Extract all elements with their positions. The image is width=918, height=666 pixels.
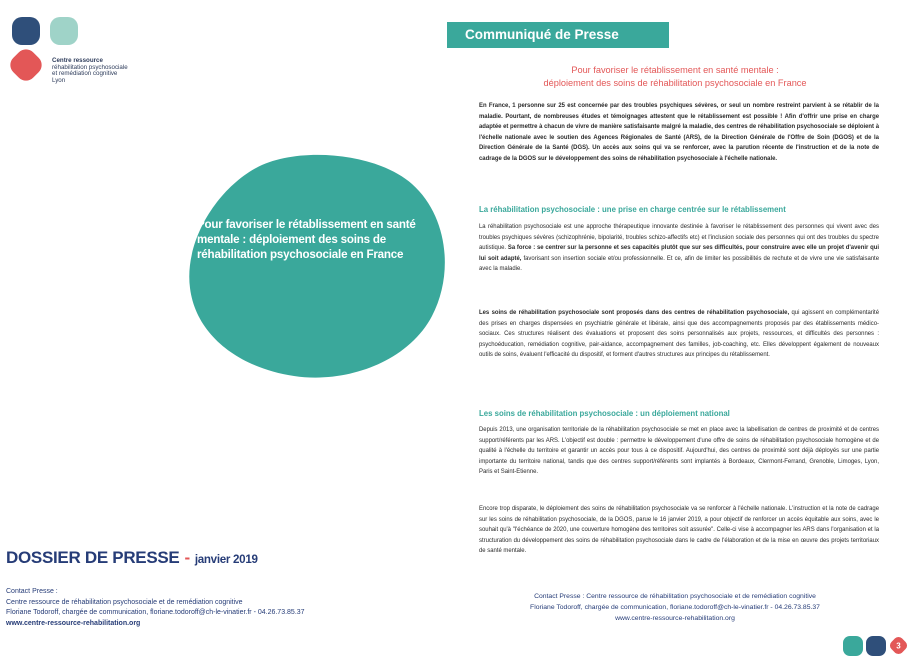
press-headline-line-1: Pour favoriser le rétablissement en santé mentale : — [571, 65, 779, 75]
section-1-heading: La réhabilitation psychosociale : une prise en charge centrée sur le rétablissement — [479, 205, 786, 214]
section-2-heading: Les soins de réhabilitation psychosociale : un déploiement national — [479, 409, 730, 418]
logo-square-light — [50, 17, 78, 45]
section-2-paragraph-1: Depuis 2013, une organisation territoriale de la réhabilitation psychosociale se met en place avec la labellisation de centres de proximité et de centres support/référents par les ARS. L'objectif est double : permettre le développement d'une offre de soins de réhabilitation psychosociale homogène et de qualité à l'échelle du territoire et garantir un accès pour tous à ce dispositif. Aujourd'hui, des centres de proximité sont déjà déployés sur une partie importante du territoire national, tandis que des centres support/référents sont implantés à Bordeaux, Clermont-Ferrand, Grenoble, Limoges, Lyon, Paris et Saint-Etienne. — [479, 427, 879, 476]
left-contact-line-1: Contact Presse : — [6, 588, 58, 595]
section-1-p2-part-a: Les soins de réhabilitation psychosociale sont proposés dans des centres de réhabilitation psychosociale, — [479, 310, 790, 316]
right-contact-block — [470, 592, 880, 624]
logo-text — [52, 58, 128, 84]
press-headline — [470, 64, 880, 90]
intro-paragraph: En France, 1 personne sur 25 est concernée par des troubles psychiques sévères, or seul un nombre restreint parvient à se rétablir de la maladie. Pourtant, de nombreuses études et témoignages attestent que le rétablissement est possible ! Afin d'offrir une prise en charge adaptée et permettre à chacun de vivre de manière satisfaisante malgré la maladie, des centres de réhabilitation psychosociale se déploient à l'échelle nationale avec le soutien des Agences Régionales de Santé (ARS), de la Direction Générale de l'Offre de Soin (DGOS) et de la Direction Générale de la Santé (DGS). Un accès aux soins qui va se renforcer, avec la parution récente de l'instruction et de la note de cadrage de la DGOS sur le développement des soins de réhabilitation psychosociale à l'échelle nationale. — [479, 103, 879, 162]
section-1-p1-part-b: Sa force : se centrer sur la personne et ses capacités plutôt que sur ses difficultés, pour construire avec elle un projet d'avenir qui lui soit adapté, — [479, 245, 879, 262]
left-contact-block — [6, 587, 305, 629]
page-number: 3 — [896, 641, 901, 651]
section-1-p2-part-b: qui agissent en complémentarité des prises en charges dispensées en psychiatrie générale et libérale, ainsi que des accompagnements proposés par des établissements médico-sociaux. Ces structures réalisent des évaluations et proposent des soins personnalisés aux projets, ressources, et difficultés des personnes : psychoéducation, remédiation cognitive, pair-aidance, accompagnement des familles, job-coaching, etc. Elles développent également de nouveaux outils de soins, évaluent l'efficacité du dispositif, et forment d'autres structures aux principes du rétablissement. — [479, 310, 880, 359]
left-contact-line-3: Floriane Todoroff, chargée de communication, floriane.todoroff@ch-le-vinatier.fr - 04.26.73.85.37 — [6, 609, 305, 617]
dossier-title — [6, 548, 258, 568]
teal-blob-shape — [186, 150, 450, 382]
footer-dot-navy — [866, 636, 886, 656]
section-1-p1-part-a: La réhabilitation psychosociale est une approche thérapeutique innovante destinée à favoriser le rétablissement des personnes qui vivent avec des troubles psychiques sévères (schizophrénie, bipolarité, troubles schizo-affectifs etc) et l'inclusion sociale des personnes qui ont des troubles du spectre autistique. — [479, 224, 879, 252]
page-footer-dots — [842, 634, 912, 658]
blob-headline: Pour favoriser le rétablissement en santé mentale : déploiement des soins de réhabilitation psychosociale en France — [197, 218, 416, 261]
section-1-p1-part-c: favorisant son insertion sociale et/ou professionnelle. Et ce, afin de limiter les possibilités de rechute et de vivre une vie satisfaisante avec la maladie. — [479, 255, 879, 273]
dossier-date: janvier 2019 — [194, 553, 258, 566]
section-1-paragraph-1 — [479, 222, 879, 275]
left-website-link[interactable]: www.centre-ressource-rehabilitation.org — [6, 619, 141, 627]
dossier-title-text: DOSSIER DE PRESSE — [6, 548, 180, 567]
press-headline-line-2: déploiement des soins de réhabilitation psychosociale en France — [543, 78, 807, 88]
logo-line-4: Lyon — [52, 76, 66, 84]
press-release-banner: Communiqué de Presse — [447, 22, 669, 48]
right-contact-line-1: Contact Presse : Centre ressource de réhabilitation psychosociale et de remédiation cognitive — [534, 593, 816, 600]
left-contact-line-2: Centre ressource de réhabilitation psychosociale et de remédiation cognitive — [6, 598, 243, 606]
footer-dot-teal — [843, 636, 863, 656]
logo-line-3: et remédiation cognitive — [52, 70, 118, 78]
right-website-link[interactable]: www.centre-ressource-rehabilitation.org — [615, 614, 735, 622]
dossier-separator: - — [184, 548, 190, 567]
logo-line-1: Centre ressource — [52, 57, 103, 64]
logo-square-coral — [8, 45, 46, 85]
logo-line-2: réhabilitation psychosociale — [52, 63, 128, 71]
logo-square-navy — [12, 17, 40, 45]
section-2-paragraph-2: Encore trop disparate, le déploiement des soins de réhabilitation psychosociale va se renforcer à l'échelle nationale. L'instruction et la note de cadrage sur les soins de réhabilitation psychosociale, de la DGOS, parue le 16 janvier 2019, a pour objectif de renforcer un accès équitable aux soins, avec le souhait qu'à "l'échéance de 2020, une couverture homogène des territoires soit assurée". Celle-ci vise à accompagner les ARS dans l'organisation et la structuration du développement des soins de réhabilitation psychosociale dans le cadre de l'élaboration et de la mise en œuvre des projets territoriaux de santé mentale. — [479, 506, 879, 555]
right-contact-line-2: Floriane Todoroff, chargée de communication, floriane.todoroff@ch-le-vinatier.fr - 04.26.73.85.37 — [530, 603, 820, 611]
section-1-paragraph-2 — [479, 308, 879, 361]
